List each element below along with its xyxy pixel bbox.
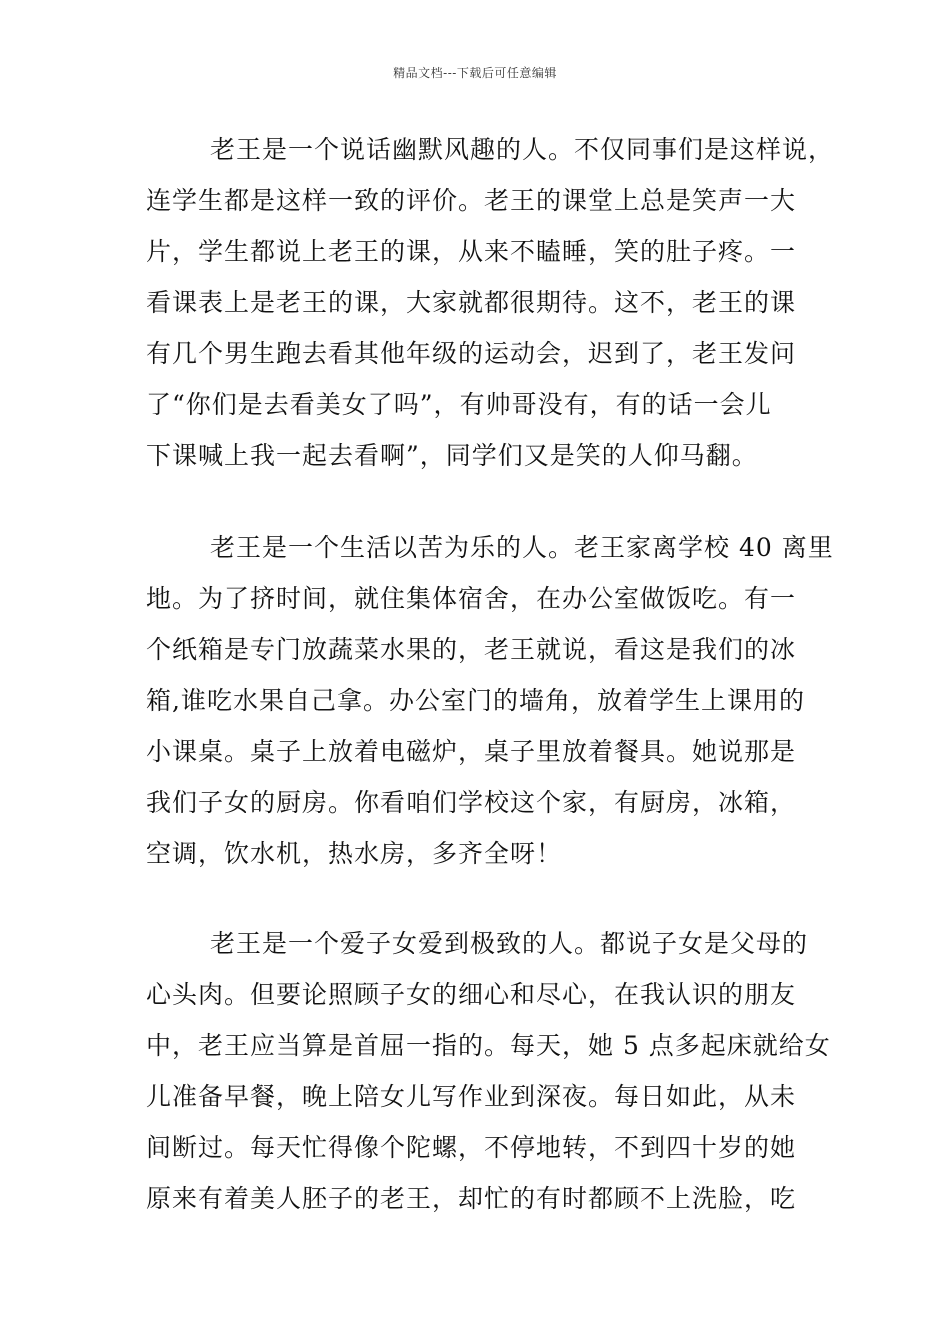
paragraph-2: [146, 522, 834, 879]
text-line: 老王是一个说话幽默风趣的人。不仅同事们是这样说，: [210, 135, 835, 164]
text-line: 连学生都是这样一致的评价。老王的课堂上总是笑声一大: [146, 186, 797, 215]
text-line: 看课表上是老王的课，大家就都很期待。这不，老王的课: [146, 288, 797, 317]
paragraph-3: [146, 918, 831, 1224]
text-line: 老王是一个生活以苦为乐的人。老王家离学校 40 离里: [210, 533, 834, 562]
paragraph-1: [146, 124, 835, 481]
text-line: 箱,谁吃水果自己拿。办公室门的墙角，放着学生上课用的: [146, 686, 805, 715]
text-line: 有几个男生跑去看其他年级的运动会，迟到了，老王发问: [146, 339, 797, 368]
text-line: 中，老王应当算是首屈一指的。每天，她 5 点多起床就给女: [146, 1031, 831, 1060]
text-line: 原来有着美人胚子的老王，却忙的有时都顾不上洗脸，吃: [146, 1184, 797, 1213]
text-line: 心头肉。但要论照顾子女的细心和尽心，在我认识的朋友: [146, 980, 797, 1009]
text-line: 个纸箱是专门放蔬菜水果的，老王就说，看这是我们的冰: [146, 635, 797, 664]
page-header: 精品文档---下载后可任意编辑: [393, 66, 557, 80]
text-line: 儿准备早餐，晚上陪女儿写作业到深夜。每日如此，从未: [146, 1082, 797, 1111]
text-line: 了“你们是去看美女了吗”，有帅哥没有，有的话一会儿: [146, 390, 772, 419]
text-line: 片，学生都说上老王的课，从来不瞌睡，笑的肚子疼。一: [146, 237, 797, 266]
text-line: 地。为了挤时间，就住集体宿舍，在办公室做饭吃。有一: [146, 584, 797, 613]
text-line: 小课桌。桌子上放着电磁炉，桌子里放着餐具。她说那是: [146, 737, 797, 766]
text-line: 间断过。每天忙得像个陀螺，不停地转，不到四十岁的她: [146, 1133, 797, 1162]
text-line: 我们子女的厨房。你看咱们学校这个家，有厨房，冰箱，: [146, 788, 797, 817]
text-line: 老王是一个爱子女爱到极致的人。都说子女是父母的: [210, 929, 809, 958]
text-line: 空调，饮水机，热水房，多齐全呀！: [146, 839, 563, 868]
text-line: 下课喊上我一起去看啊”，同学们又是笑的人仰马翻。: [146, 441, 758, 470]
